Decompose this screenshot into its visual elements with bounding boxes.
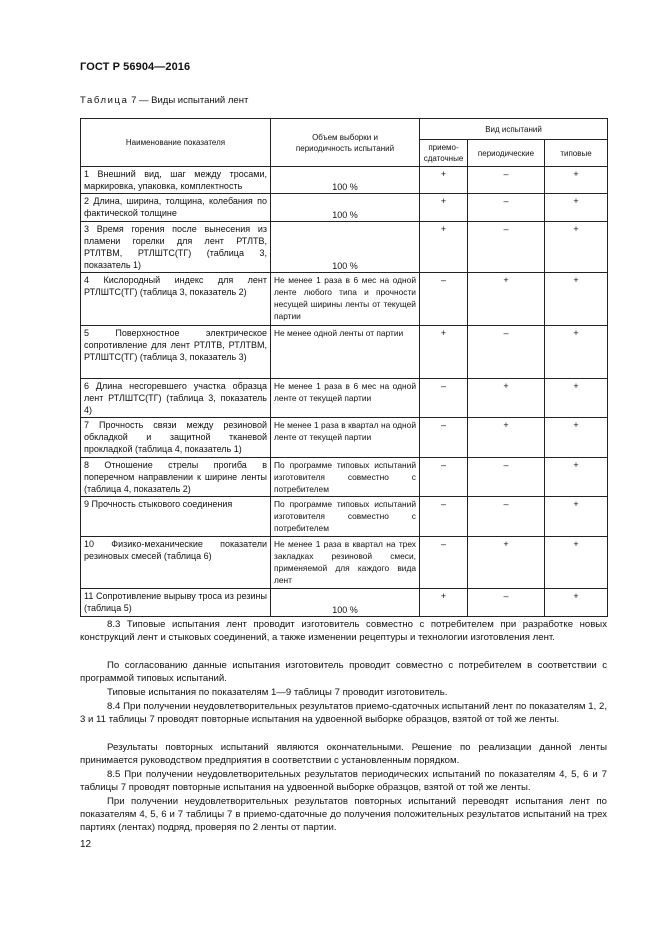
- table-row: [81, 497, 608, 537]
- row-periodic: –: [468, 589, 545, 617]
- row-periodic: –: [468, 194, 545, 222]
- header-test-kind: Вид испытаний: [420, 119, 608, 140]
- table-row: [81, 167, 608, 194]
- row-periodic: –: [468, 222, 545, 273]
- table-row: [81, 379, 608, 418]
- row-volume: Не менее 1 раза в квартал на одной ленте от текущей партии: [271, 418, 420, 458]
- row-volume: 100 %: [271, 167, 420, 194]
- row-acceptance: –: [420, 379, 468, 418]
- row-name: 7 Прочность связи между резиновой обкладкой и защитной тканевой прокладкой (таблица 4, показатель 1): [81, 418, 271, 458]
- paragraph-text: 8.3 Типовые испытания лент проводит изготовитель совместно с потребителем при разработке новых конструкций лент и стыковых соединений, а также изменении рецептуры и технологии изготовления лент.: [80, 619, 607, 643]
- row-type: +: [545, 273, 608, 326]
- row-periodic: –: [468, 497, 545, 537]
- paragraph-8-3: [80, 618, 607, 644]
- row-type: +: [545, 589, 608, 617]
- row-name: 8 Отношение стрелы прогиба в поперечном направлении к ширине ленты (таблица 4, показатель 2): [81, 458, 271, 497]
- paragraph-text: Типовые испытания по показателям 1—9 таблицы 7 проводит изготовитель.: [107, 687, 448, 698]
- row-periodic: +: [468, 273, 545, 326]
- row-name: 11 Сопротивление вырыву троса из резины (таблица 5): [81, 589, 271, 617]
- paragraph: [80, 686, 607, 699]
- page-number: 12: [80, 839, 92, 850]
- row-volume: Не менее одной ленты от партии: [271, 326, 420, 379]
- row-volume: 100 %: [271, 194, 420, 222]
- table-row: [81, 537, 608, 589]
- row-volume: 100 %: [271, 222, 420, 273]
- row-type: +: [545, 194, 608, 222]
- row-periodic: –: [468, 326, 545, 379]
- row-volume: 100 %: [271, 589, 420, 617]
- row-periodic: +: [468, 379, 545, 418]
- row-type: +: [545, 418, 608, 458]
- table-caption: [80, 95, 248, 106]
- row-volume: Не менее 1 раза в 6 мес на одной ленте от текущей партии: [271, 379, 420, 418]
- paragraph: [80, 741, 607, 767]
- table-row: [81, 418, 608, 458]
- row-type: +: [545, 167, 608, 194]
- paragraph-text: 8.4 При получении неудовлетворительных результатов приемо-сдаточных испытаний лент по показателям 1, 2, 3 и 11 таблицы 7 проводят повторные испытания на удвоенной выборке образцов, взятой от той же ленты.: [80, 701, 607, 725]
- row-volume: По программе типовых испытаний изготовителя совместно с потребителем: [271, 497, 420, 537]
- row-name: 3 Время горения после вынесения из пламени горелки для лент РТЛТВ, РТЛТВМ, РТЛШТС(ТГ) (таблица 3, показатель 1): [81, 222, 271, 273]
- row-acceptance: +: [420, 222, 468, 273]
- row-acceptance: +: [420, 194, 468, 222]
- paragraph: [80, 659, 607, 685]
- row-name: 2 Длина, ширина, толщина, колебания по фактической толщине: [81, 194, 271, 222]
- row-type: +: [545, 537, 608, 589]
- row-type: +: [545, 222, 608, 273]
- paragraph-text: 8.5 При получении неудовлетворительных результатов периодических испытаний по показателям 4, 5, 6 и 7 таблицы 7 проводят повторные испытания на удвоенной выборке образцов, взятой от той же ленты.: [80, 769, 607, 793]
- row-type: +: [545, 379, 608, 418]
- row-name: 6 Длина несгоревшего участка образца лент РТЛШТС(ТГ) (таблица 3, показатель 4): [81, 379, 271, 418]
- row-periodic: +: [468, 418, 545, 458]
- test-types-table: [80, 118, 608, 617]
- header-name: Наименование показателя: [81, 119, 271, 167]
- row-type: +: [545, 326, 608, 379]
- document-header: ГОСТ Р 56904—2016: [80, 61, 191, 73]
- table-row: [81, 194, 608, 222]
- paragraph-text: По согласованию данные испытания изготовитель проводит совместно с потребителем в соответствии с программой типовых испытаний.: [80, 660, 607, 684]
- row-acceptance: –: [420, 458, 468, 497]
- row-acceptance: –: [420, 537, 468, 589]
- row-name: 10 Физико-механические показатели резиновых смесей (таблица 6): [81, 537, 271, 589]
- table-caption-text: 7 — Виды испытаний лент: [128, 95, 249, 106]
- row-name: 1 Внешний вид, шаг между тросами, маркировка, упаковка, комплектность: [81, 167, 271, 194]
- paragraph-8-4: [80, 700, 607, 726]
- table-row: [81, 273, 608, 326]
- row-acceptance: –: [420, 418, 468, 458]
- paragraph-8-5: [80, 768, 607, 794]
- paragraph: [80, 795, 607, 834]
- row-periodic: –: [468, 458, 545, 497]
- row-type: +: [545, 458, 608, 497]
- table-row: [81, 589, 608, 617]
- row-periodic: +: [468, 537, 545, 589]
- paragraph-text: Результаты повторных испытаний являются окончательными. Решение по реализации данной ленты принимается руководством предприятия в соответствии с установленным порядком.: [80, 742, 607, 766]
- row-type: +: [545, 497, 608, 537]
- row-acceptance: +: [420, 589, 468, 617]
- table-row: [81, 458, 608, 497]
- table-row: [81, 222, 608, 273]
- header-type: типовые: [545, 140, 608, 167]
- row-volume: Не менее 1 раза в квартал на трех закладках резиновой смеси, применяемой для каждого вида лент: [271, 537, 420, 589]
- paragraph-text: При получении неудовлетворительных результатов повторных испытаний переводят испытания лент по показателям 4, 5, 6 и 7 таблицы 7 в приемо-сдаточные до получения положительных результатов испытаний на трех партиях (лентах) подряд, проверяя по 2 ленты от партии.: [80, 796, 607, 833]
- row-acceptance: +: [420, 326, 468, 379]
- table-row: [81, 326, 608, 379]
- header-acceptance: приемо-сдаточные: [420, 140, 468, 167]
- row-acceptance: +: [420, 167, 468, 194]
- row-volume: Не менее 1 раза в 6 мес на одной ленте любого типа и прочности несущей ширины ленты от текущей партии: [271, 273, 420, 326]
- row-volume: По программе типовых испытаний изготовителя совместно с потребителем: [271, 458, 420, 497]
- row-name: 5 Поверхностное электрическое сопротивление для лент РТЛТВ, РТЛТВМ, РТЛШТС(ТГ) (таблица 3, показатель 3): [81, 326, 271, 379]
- row-acceptance: –: [420, 273, 468, 326]
- header-volume: Объем выборки и периодичность испытаний: [271, 119, 420, 167]
- row-periodic: –: [468, 167, 545, 194]
- row-name: 9 Прочность стыкового соединения: [81, 497, 271, 537]
- row-name: 4 Кислородный индекс для лент РТЛШТС(ТГ) (таблица 3, показатель 2): [81, 273, 271, 326]
- row-acceptance: –: [420, 497, 468, 537]
- header-periodic: периодические: [468, 140, 545, 167]
- table-caption-prefix: Таблица: [80, 95, 129, 106]
